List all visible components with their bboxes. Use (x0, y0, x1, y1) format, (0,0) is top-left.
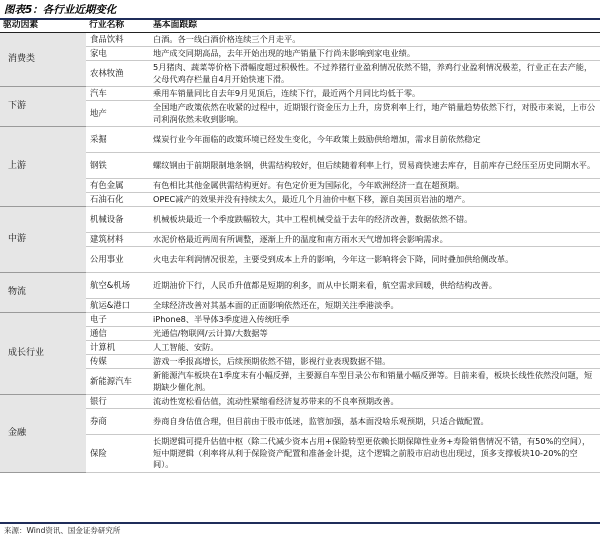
trend-cell: 全国地产政策依然在收紧的过程中，近期银行资金压力上升，房贷利率上行，地产销量趋势依然下行，对股市来说，上市公司利润依然未收到影响。 (150, 101, 600, 127)
industry-cell: 家电 (86, 47, 150, 61)
industry-cell: 计算机 (86, 341, 150, 355)
industry-changes-table (0, 20, 600, 473)
table-row (0, 273, 600, 299)
table-row (0, 233, 600, 247)
trend-cell: 白酒。各一线白酒价格连续三个月走平。 (150, 33, 600, 47)
table-row (0, 193, 600, 207)
trend-cell: 人工智能、安防。 (150, 341, 600, 355)
table-row (0, 355, 600, 369)
table-row (0, 127, 600, 153)
table-row (0, 207, 600, 233)
industry-cell: 食品饮料 (86, 33, 150, 47)
table-row (0, 409, 600, 435)
table-row (0, 33, 600, 47)
industry-cell: 石油石化 (86, 193, 150, 207)
trend-cell: 券商自身估值合理，但目前由于股市低迷，监管加强，基本面没啥乐观预期，只适合做配置。 (150, 409, 600, 435)
category-cell: 物流 (0, 273, 86, 313)
table-row (0, 395, 600, 409)
industry-cell: 钢铁 (86, 153, 150, 179)
table-row (0, 313, 600, 327)
table-row (0, 153, 600, 179)
category-cell: 金融 (0, 395, 86, 473)
table-row (0, 299, 600, 313)
trend-cell: 地产成交同期高品，去年开始出现的地产销量下行尚未影响到家电业绩。 (150, 47, 600, 61)
industry-cell: 电子 (86, 313, 150, 327)
header-fundamentals: 基本面跟踪 (150, 20, 600, 33)
header-industry: 行业名称 (86, 20, 150, 33)
industry-cell: 保险 (86, 435, 150, 473)
industry-cell: 传媒 (86, 355, 150, 369)
trend-cell: 新能源汽车板块在1季度末有小幅反弹，主要源自车型目录公布和销量小幅反弹等。目前来看，板块长线性依然没问题，短期缺少催化剂。 (150, 369, 600, 395)
trend-cell: 机械板块最近一个季度跌幅较大，其中工程机械受益于去年的经济改善，数据依然不错。 (150, 207, 600, 233)
industry-cell: 航空&机场 (86, 273, 150, 299)
industry-cell: 汽车 (86, 87, 150, 101)
category-cell: 消费类 (0, 33, 86, 87)
trend-cell: 5月猪肉、蔬菜等价格下滑幅度超过积极性。不过养猪行业盈利情况依然不错，养鸡行业盈利情况极差，行业正在去产能，父母代鸡存栏量自4月开始快速下滑。 (150, 61, 600, 87)
table-row (0, 341, 600, 355)
category-cell: 上游 (0, 127, 86, 207)
trend-cell: OPEC减产的效果并没有持续太久，最近几个月油价中枢下移，源自美国页岩油的增产。 (150, 193, 600, 207)
industry-cell: 券商 (86, 409, 150, 435)
trend-cell: 煤炭行业今年面临的政策环境已经发生变化，今年政策上鼓励供给增加，需求目前依然稳定 (150, 127, 600, 153)
table-row (0, 247, 600, 273)
header-driver: 驱动因素 (0, 20, 86, 33)
category-cell: 成长行业 (0, 313, 86, 395)
table-row (0, 87, 600, 101)
table-row (0, 101, 600, 127)
industry-cell: 航运&港口 (86, 299, 150, 313)
table-row (0, 369, 600, 395)
table-row (0, 179, 600, 193)
source-note: 来源：Wind资讯、国金证券研究所 (4, 526, 121, 535)
industry-cell: 新能源汽车 (86, 369, 150, 395)
trend-cell: 乘用车销量同比自去年9月见顶后，连续下行，最近两个月同比均低于零。 (150, 87, 600, 101)
trend-cell: 全球经济改善对其基本面的正面影响依然还在，短期关注季港淡季。 (150, 299, 600, 313)
industry-cell: 采掘 (86, 127, 150, 153)
trend-cell: 游戏一季报高增长，后续预期依然不错，影视行业表现数据不错。 (150, 355, 600, 369)
table-bottom-rule (0, 522, 600, 524)
category-cell: 中游 (0, 207, 86, 273)
industry-cell: 公用事业 (86, 247, 150, 273)
industry-cell: 建筑材料 (86, 233, 150, 247)
industry-cell: 农林牧渔 (86, 61, 150, 87)
header-row (0, 20, 600, 33)
industry-cell: 通信 (86, 327, 150, 341)
industry-cell: 机械设备 (86, 207, 150, 233)
industry-cell: 有色金属 (86, 179, 150, 193)
category-cell: 下游 (0, 87, 86, 127)
industry-cell: 地产 (86, 101, 150, 127)
table-row (0, 61, 600, 87)
trend-cell: 火电去年利润情况很差，主要受到成本上升的影响，今年这一影响将会下降，同时叠加供给侧改革。 (150, 247, 600, 273)
trend-cell: 长期逻辑可提升估值中枢（除二代减少资本占用+保险转型更依赖长期保障性业务+寿险销售情况不错，有50%的空间），短中期逻辑（利率将从利于保险资产配置和准备金计提，这个逻辑之前股市启动也出现过，顶多支撑板块10-20%的空间）。 (150, 435, 600, 473)
trend-cell: 有色相比其他金属供需结构更好。有色定价更为国际化，今年欧洲经济一直在超预期。 (150, 179, 600, 193)
figure-title: 图表5：各行业近期变化 (4, 4, 117, 16)
trend-cell: 近期油价下行，人民币升值都是短期的利多，而从中长期来看，航空需求回暖，供给结构改善。 (150, 273, 600, 299)
trend-cell: 水泥价格最近两周有所调整，逐渐上升的温度和南方雨水天气增加将会影响需求。 (150, 233, 600, 247)
table-row (0, 327, 600, 341)
industry-cell: 银行 (86, 395, 150, 409)
trend-cell: 螺纹钢由于前期限制地条钢，供需结构较好，但后续随着利率上行，贸易商快速去库存，目前库存已经压至历史同期水平。 (150, 153, 600, 179)
trend-cell: 流动性宽松看估值，流动性紧缩看经济复苏带来的不良率预期改善。 (150, 395, 600, 409)
trend-cell: 光通信/物联网/云计算/大数据等 (150, 327, 600, 341)
trend-cell: iPhone8、半导体3季度进入传统旺季 (150, 313, 600, 327)
table-row (0, 47, 600, 61)
table-row (0, 435, 600, 473)
